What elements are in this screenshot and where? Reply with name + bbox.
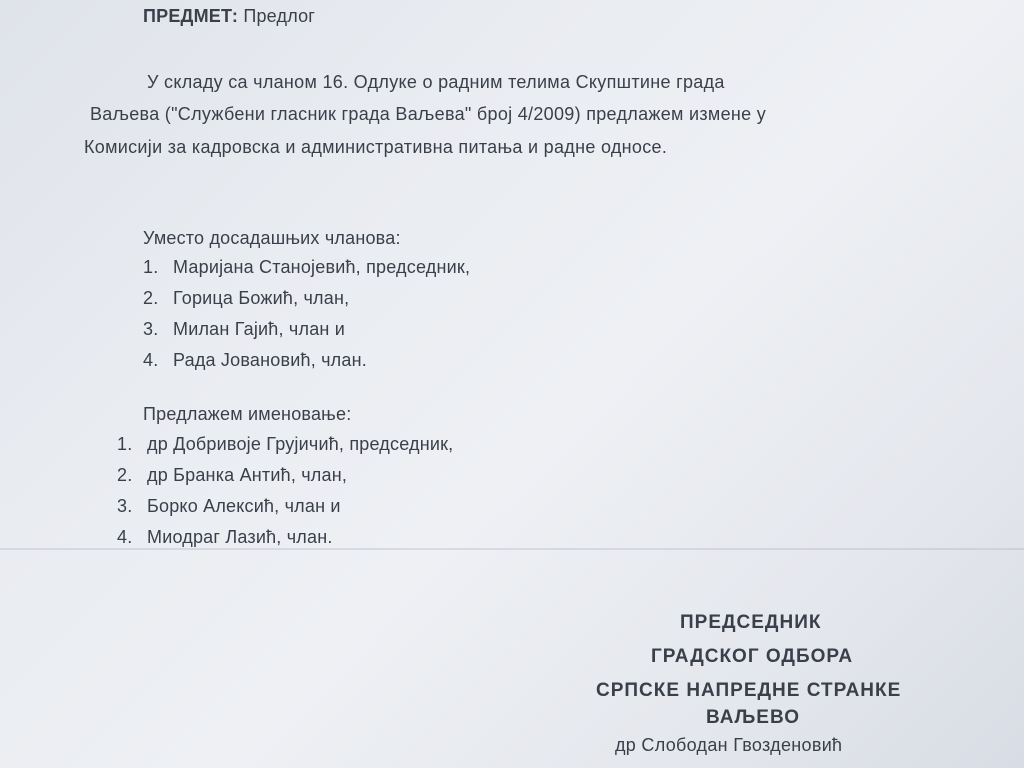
list-item: 4. Миодраг Лазић, члан. bbox=[117, 527, 333, 547]
proposed-members-heading: Предлажем именовање: bbox=[143, 404, 352, 424]
signature-title-3: СРПСКЕ НАПРЕДНЕ СТРАНКЕ bbox=[596, 680, 902, 701]
list-item: 4. Рада Јовановић, члан. bbox=[143, 350, 367, 370]
list-item: 1. Маријана Станојевић, председник, bbox=[143, 257, 471, 277]
list-item: 1. др Добривоје Грујичић, председник, bbox=[117, 434, 454, 454]
subject-label: ПРЕДМЕТ: bbox=[143, 6, 239, 26]
intro-line-1: У складу са чланом 16. Одлуке о радним телима Скупштине града bbox=[147, 72, 725, 92]
list-item: 2. др Бранка Антић, члан, bbox=[117, 465, 348, 485]
signatory-name: др Слободан Гвозденовић bbox=[615, 735, 843, 755]
proposed-members-list bbox=[117, 434, 453, 558]
former-members-heading: Уместо досадашњих чланова: bbox=[143, 228, 401, 248]
signature-title-2: ГРАДСКОГ ОДБОРА bbox=[651, 646, 854, 667]
subject-line bbox=[143, 6, 315, 27]
list-item: 3. Борко Алексић, члан и bbox=[117, 496, 341, 516]
list-item: 3. Милан Гајић, члан и bbox=[143, 319, 346, 339]
list-item: 2. Горица Божић, члан, bbox=[143, 288, 350, 308]
paper-fold-line bbox=[0, 548, 1024, 550]
intro-line-3: Комисији за кадровска и административна питања и радне односе. bbox=[84, 137, 668, 157]
intro-line-2: Ваљева ("Службени гласник града Ваљева" број 4/2009) предлажем измене у bbox=[90, 104, 767, 124]
signature-title-4: ВАЉЕВО bbox=[706, 707, 800, 728]
signature-title-1: ПРЕДСЕДНИК bbox=[680, 612, 822, 633]
former-members-list bbox=[143, 257, 470, 381]
subject-value: Предлог bbox=[243, 6, 316, 26]
